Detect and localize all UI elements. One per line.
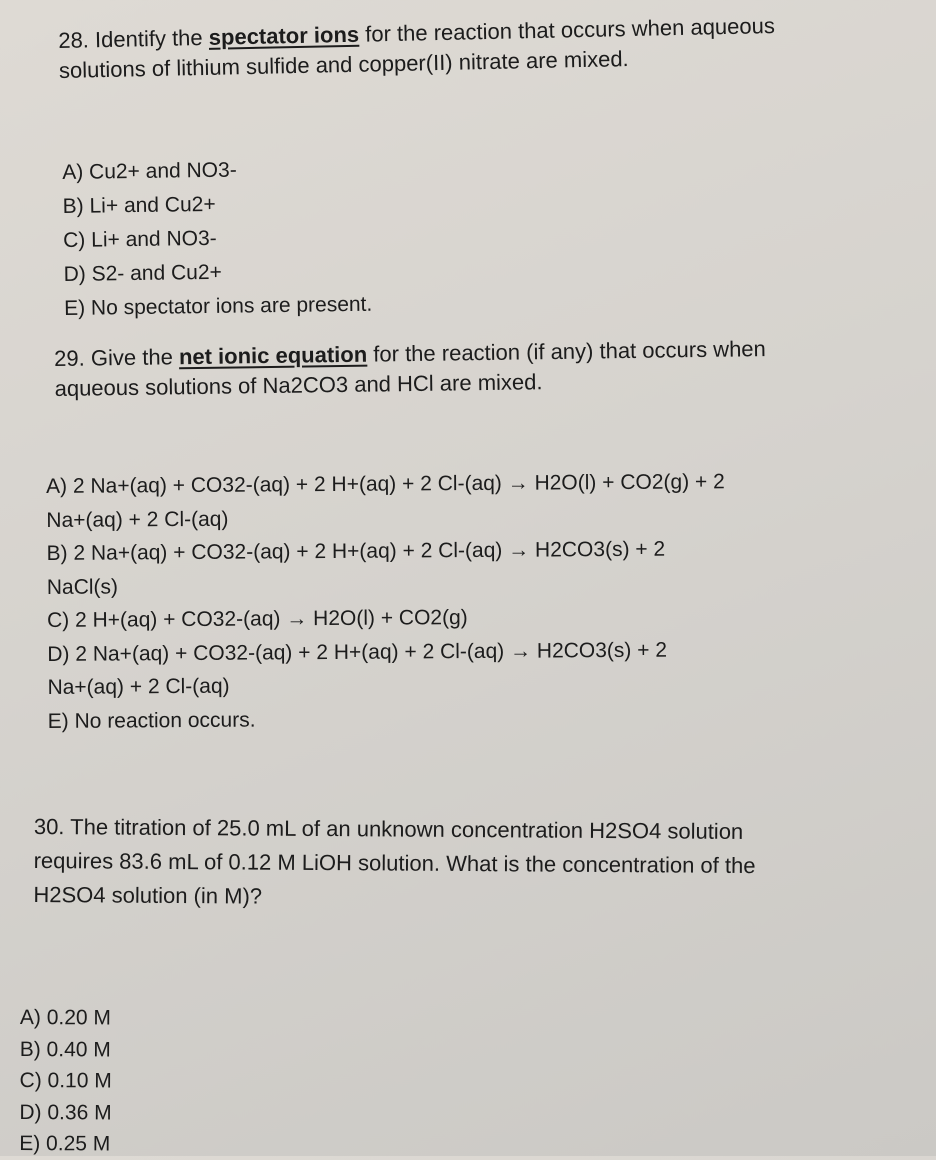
question-number: 30. (33, 813, 65, 840)
choice-e: E) No reaction occurs. (47, 708, 256, 733)
question-30-stem-line2: requires 83.6 mL of 0.12 M LiOH solution. What is the concentration of the (33, 847, 756, 879)
stem-text: The titration of 25.0 mL of an unknown concentration H2SO4 solution (70, 814, 744, 844)
question-30-stem-line3: H2SO4 solution (in M)? (33, 881, 263, 909)
question-29-stem-line2: aqueous solutions of Na2CO3 and HCl are mixed. (54, 369, 543, 401)
stem-keyword: spectator ions (208, 21, 360, 50)
choice-e: E) No spectator ions are present. (63, 292, 373, 320)
question-28 (58, 11, 776, 86)
question-30-choices (19, 1002, 112, 1160)
choice-a-continued: Na+(aq) + 2 Cl-(aq) (46, 507, 229, 532)
choice-c: C) 0.10 M (19, 1068, 112, 1093)
choice-d: D) S2- and Cu2+ (63, 260, 222, 286)
choice-c: C) 2 H+(aq) + CO32-(aq) → H2O(l) + CO2(g) (46, 606, 468, 632)
stem-keyword: net ionic equation (178, 341, 368, 370)
choice-b-continued: NaCl(s) (46, 575, 119, 599)
question-30-stem-line1 (34, 810, 756, 849)
choice-d: D) 0.36 M (19, 1100, 112, 1124)
choice-b: B) 2 Na+(aq) + CO32-(aq) + 2 H+(aq) + 2 Cl-(aq) → H2CO3(s) + 2 (46, 537, 666, 565)
question-28-choices (62, 152, 372, 326)
choice-b: B) Li+ and Cu2+ (62, 192, 216, 218)
stem-text: for the reaction (if any) that occurs when (373, 336, 766, 367)
choice-a: A) Cu2+ and NO3- (62, 158, 237, 184)
question-28-stem-line2: solutions of lithium sulfide and copper(II) nitrate are mixed. (58, 46, 629, 83)
stem-text: for the reaction that occurs when aqueous (364, 12, 776, 47)
stem-text: Identify the (94, 24, 203, 53)
stem-text: Give the (90, 344, 174, 371)
choice-d: D) 2 Na+(aq) + CO32-(aq) + 2 H+(aq) + 2 Cl-(aq) → H2CO3(s) + 2 (47, 638, 668, 666)
choice-a: A) 2 Na+(aq) + CO32-(aq) + 2 H+(aq) + 2 Cl-(aq) → H2O(l) + CO2(g) + 2 (46, 470, 725, 498)
question-30 (33, 810, 756, 917)
choice-e: E) 0.25 M (19, 1131, 111, 1156)
choice-c: C) Li+ and NO3- (63, 226, 217, 252)
choice-b: B) 0.40 M (19, 1037, 111, 1061)
question-29-choices (46, 465, 727, 738)
question-number: 29. (54, 345, 85, 371)
choice-a: A) 0.20 M (19, 1005, 112, 1030)
question-29 (54, 334, 766, 404)
choice-d-continued: Na+(aq) + 2 Cl-(aq) (47, 674, 230, 699)
question-number: 28. (58, 27, 90, 53)
